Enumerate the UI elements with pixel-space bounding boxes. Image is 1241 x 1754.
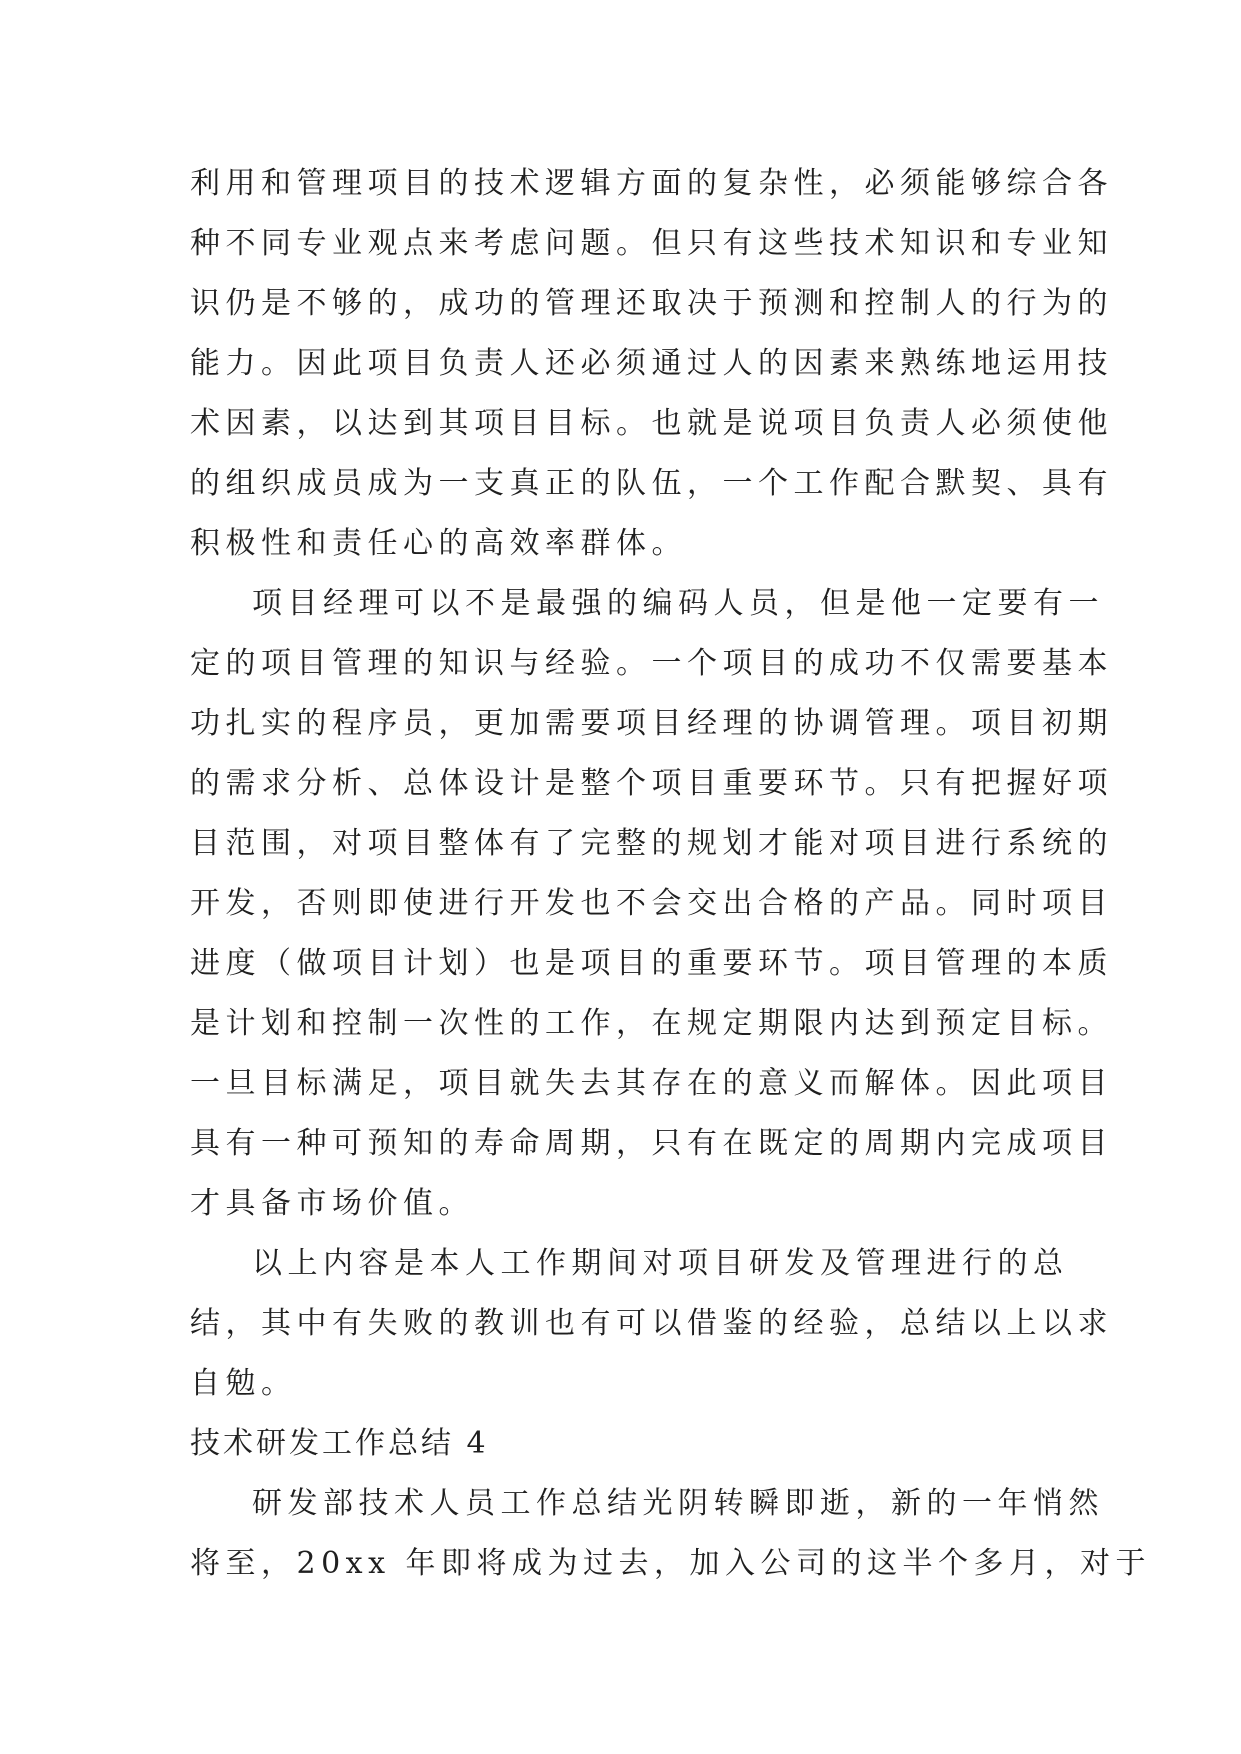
text-line: 具有一种可预知的寿命周期，只有在既定的周期内完成项目 xyxy=(190,1126,1113,1161)
paragraph-first-line: 项目经理可以不是最强的编码人员，但是他一定要有一 xyxy=(252,586,1104,621)
text-line: 的需求分析、总体设计是整个项目重要环节。只有把握好项 xyxy=(190,766,1113,801)
text-line: 才具备市场价值。 xyxy=(190,1186,474,1221)
text-line: 将至，20xx 年即将成为过去，加入公司的这半个多月，对于 xyxy=(190,1546,1152,1581)
text-line: 一旦目标满足，项目就失去其存在的意义而解体。因此项目 xyxy=(190,1066,1113,1101)
paragraph-first-line: 研发部技术人员工作总结光阴转瞬即逝，新的一年悄然 xyxy=(252,1486,1104,1521)
text-line: 利用和管理项目的技术逻辑方面的复杂性，必须能够综合各 xyxy=(190,166,1113,201)
text-line: 术因素，以达到其项目目标。也就是说项目负责人必须使他 xyxy=(190,406,1113,441)
section-heading: 技术研发工作总结 4 xyxy=(190,1426,489,1461)
text-line: 定的项目管理的知识与经验。一个项目的成功不仅需要基本 xyxy=(190,646,1113,681)
text-line: 目范围，对项目整体有了完整的规划才能对项目进行系统的 xyxy=(190,826,1113,861)
text-line: 积极性和责任心的高效率群体。 xyxy=(190,526,687,561)
text-line: 能力。因此项目负责人还必须通过人的因素来熟练地运用技 xyxy=(190,346,1113,381)
text-line: 是计划和控制一次性的工作，在规定期限内达到预定目标。 xyxy=(190,1006,1113,1041)
text-line: 自勉。 xyxy=(190,1366,297,1401)
text-line: 功扎实的程序员，更加需要项目经理的协调管理。项目初期 xyxy=(190,706,1113,741)
text-line: 识仍是不够的，成功的管理还取决于预测和控制人的行为的 xyxy=(190,286,1113,321)
text-line: 开发，否则即使进行开发也不会交出合格的产品。同时项目 xyxy=(190,886,1113,921)
text-line: 的组织成员成为一支真正的队伍，一个工作配合默契、具有 xyxy=(190,466,1113,501)
text-line: 种不同专业观点来考虑问题。但只有这些技术知识和专业知 xyxy=(190,226,1113,261)
text-line: 结，其中有失败的教训也有可以借鉴的经验，总结以上以求 xyxy=(190,1306,1113,1341)
text-line: 进度（做项目计划）也是项目的重要环节。项目管理的本质 xyxy=(190,946,1113,981)
paragraph-first-line: 以上内容是本人工作期间对项目研发及管理进行的总 xyxy=(252,1246,1069,1281)
